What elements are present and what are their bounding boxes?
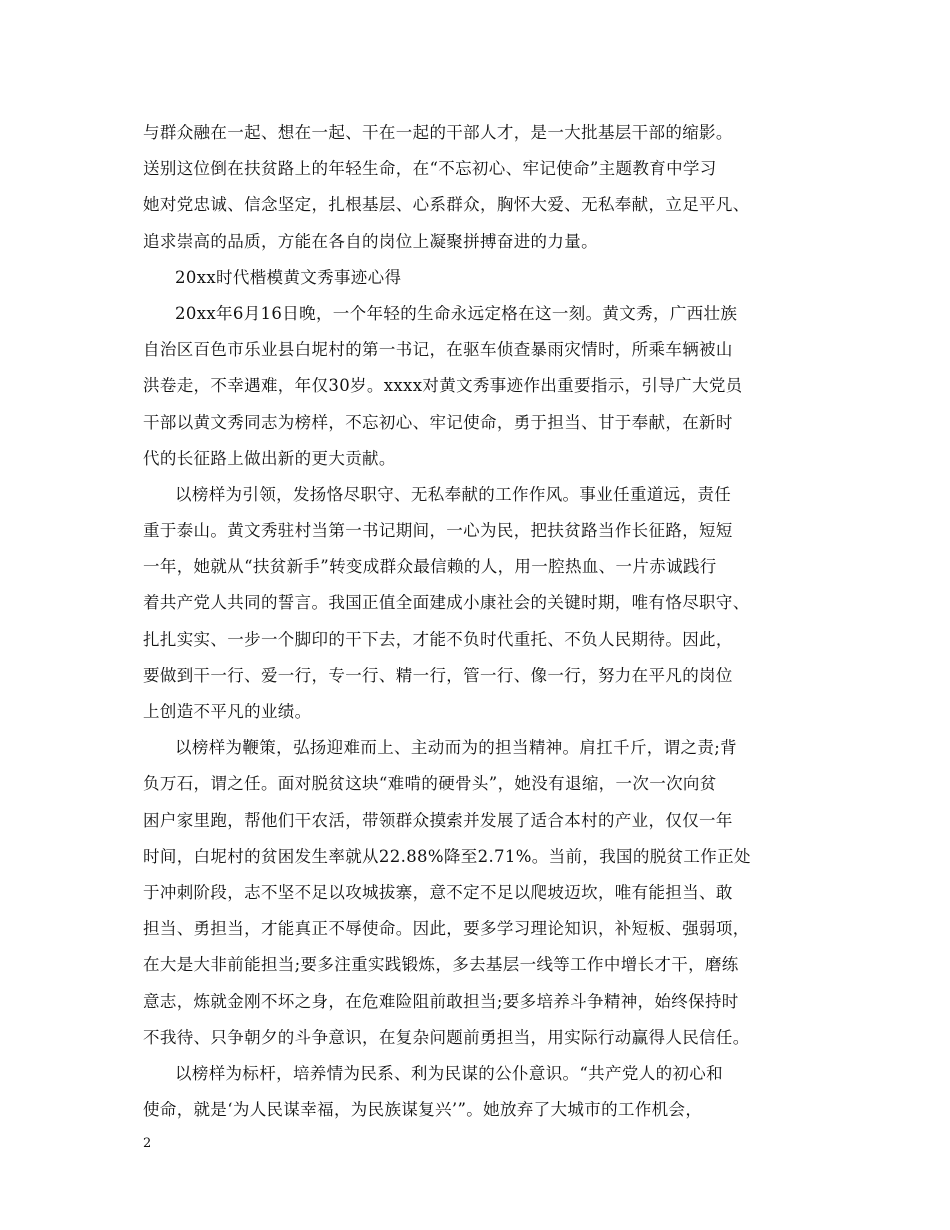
text-line: 20xx年6月16日晚，一个年轻的生命永远定格在这一刻。黄文秀，广西壮族 — [175, 303, 738, 323]
text-line: 重于泰山。黄文秀驻村当第一书记期间，一心为民，把扶贫路当作长征路，短短 — [143, 521, 733, 541]
text-line: 她对党忠诚、信念坚定，扎根基层、心系群众，胸怀大爱、无私奉献，立足平凡、 — [143, 195, 750, 215]
text-line: 代的长征路上做出新的更大贡献。 — [143, 448, 396, 468]
text-line: 与群众融在一起、想在一起、干在一起的干部人才，是一大批基层干部的缩影。 — [143, 123, 733, 142]
text-line: 使命，就是‘为人民谋幸福，为民族谋复兴’”。她放弃了大城市的工作机会， — [143, 1100, 703, 1120]
text-line: 追求崇高的品质，方能在各自的岗位上凝聚拼搏奋进的力量。 — [143, 231, 598, 251]
text-line: 要做到干一行、爱一行，专一行、精一行，管一行、像一行，努力在平凡的岗位 — [143, 665, 733, 685]
text-line: 时间，白坭村的贫困发生率就从22.88%降至2.71%。当前，我国的脱贫工作正处 — [143, 846, 751, 866]
text-line: 自治区百色市乐业县白坭村的第一书记，在驱车侦查暴雨灾情时，所乘车辆被山 — [143, 340, 733, 360]
text-line: 扎扎实实、一步一个脚印的干下去，才能不负时代重托、不负人民期待。因此， — [143, 629, 733, 649]
text-line: 着共产党人共同的誓言。我国正值全面建成小康社会的关键时期，唯有恪尽职守、 — [143, 593, 750, 613]
text-line: 20xx时代楷模黄文秀事迹心得 — [175, 267, 402, 287]
page-number: 2 — [143, 1136, 152, 1151]
text-line: 于冲刺阶段，志不坚不足以攻城拔寨，意不定不足以爬坡迈坎，唯有能担当、敢 — [143, 882, 733, 902]
text-line: 干部以黄文秀同志为榜样，不忘初心、牢记使命，勇于担当、甘于奉献，在新时 — [143, 412, 733, 432]
text-line: 困户家里跑，帮他们干农活，带领群众摸索并发展了适合本村的产业，仅仅一年 — [143, 810, 733, 830]
text-line: 以榜样为鞭策，弘扬迎难而上、主动而为的担当精神。肩扛千斤，谓之责;背 — [175, 738, 737, 758]
text-line: 上创造不平凡的业绩。 — [143, 702, 312, 721]
text-line: 送别这位倒在扶贫路上的年轻生命，在“不忘初心、牢记使命”主题教育中学习 — [143, 159, 717, 179]
text-line: 担当、勇担当，才能真正不辱使命。因此，要多学习理论知识，补短板、强弱项， — [143, 919, 750, 939]
text-line: 意志，炼就金刚不坏之身，在危难险阻前敢担当;要多培养斗争精神，始终保持时 — [143, 991, 739, 1011]
text-line: 一年，她就从“扶贫新手”转变成群众最信赖的人，用一腔热血、一片赤诚践行 — [143, 557, 717, 577]
text-line: 负万石，谓之任。面对脱贫这块“难啃的硬骨头”，她没有退缩，一次一次向贫 — [143, 774, 717, 794]
text-line: 不我待、只争朝夕的斗争意识，在复杂问题前勇担当，用实际行动赢得人民信任。 — [143, 1027, 750, 1047]
text-line: 在大是大非前能担当;要多注重实践锻炼，多去基层一线等工作中增长才干，磨练 — [143, 955, 739, 975]
document-body — [143, 115, 803, 1128]
text-line: 以榜样为引领，发扬恪尽职守、无私奉献的工作作风。事业任重道远，责任 — [175, 484, 732, 504]
text-line: 以榜样为标杆，培养情为民系、利为民谋的公仆意识。“共产党人的初心和 — [175, 1063, 723, 1083]
text-line: 洪卷走，不幸遇难，年仅30岁。xxxx对黄文秀事迹作出重要指示，引导广大党员 — [143, 376, 743, 396]
